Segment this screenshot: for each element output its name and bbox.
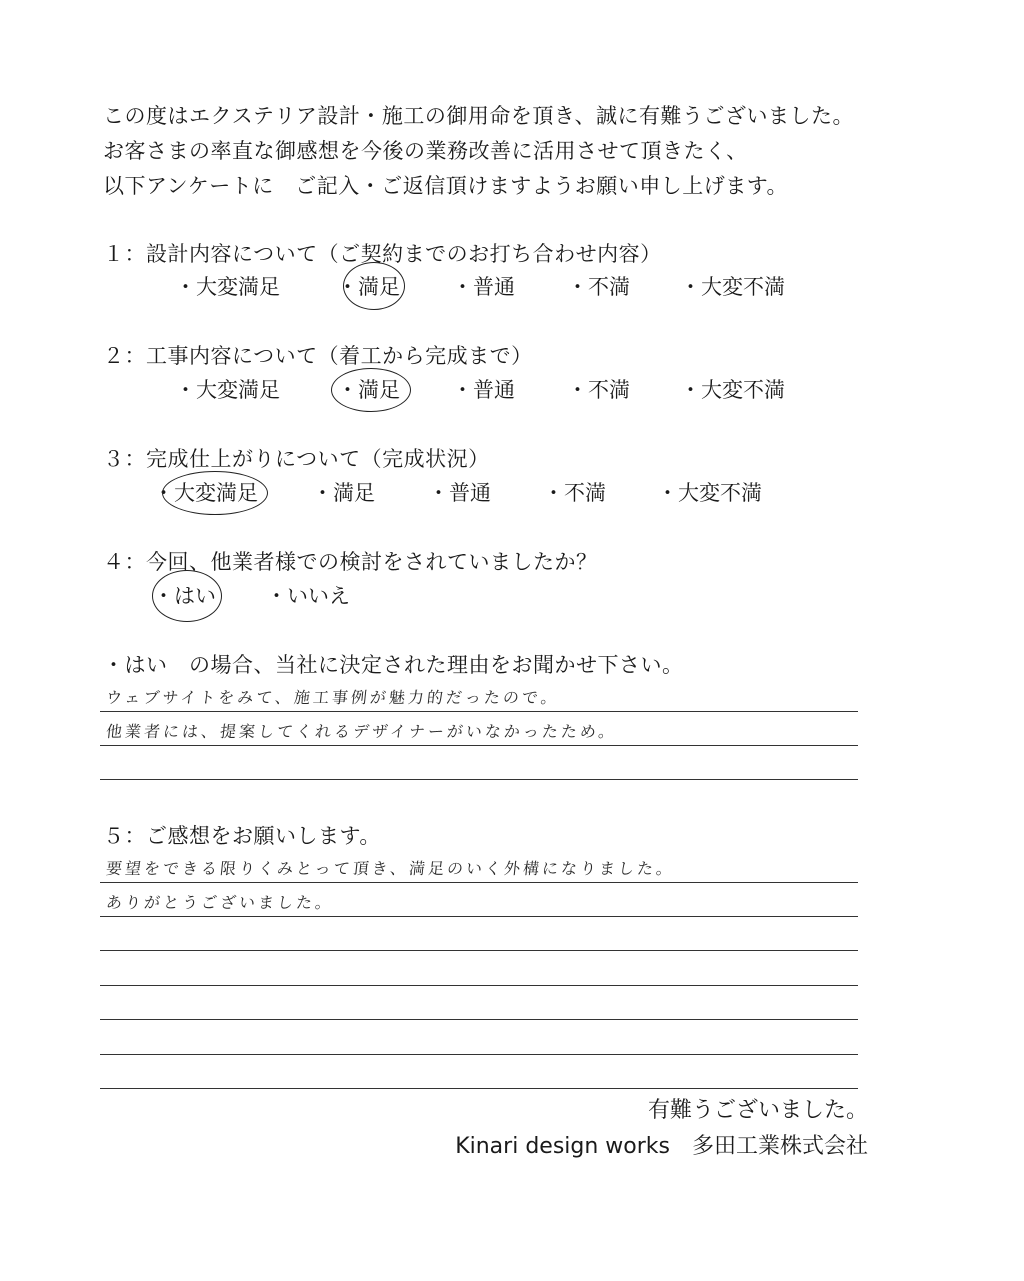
q5-answer-rule-5: [100, 1019, 858, 1020]
q1-title: １：設計内容について（ご契約までのお打ち合わせ内容）: [103, 242, 662, 266]
q2-option-normal: ・普通: [452, 378, 515, 402]
q2-option-satisfied: ・満足: [337, 378, 400, 402]
q5-answer-rule-6: [100, 1054, 858, 1055]
q1-option-dissatisfied: ・不満: [567, 275, 630, 299]
q4-answer-rule-1: [100, 711, 858, 712]
q4-answer-rule-2: [100, 745, 858, 746]
q5-title: ５：ご感想をお願いします。: [103, 824, 381, 848]
q3-option-normal: ・普通: [428, 481, 491, 505]
q2-option-very-dissatisfied: ・大変不満: [680, 378, 785, 402]
q3-option-dissatisfied: ・不満: [543, 481, 606, 505]
q2-option-very-satisfied: ・大変満足: [175, 378, 280, 402]
q5-answer-rule-7: [100, 1088, 858, 1089]
q5-answer-rule-1: [100, 882, 858, 883]
footer-thanks: 有難うございました。: [647, 1098, 868, 1123]
q4-answer-line-1: ウェブサイトをみて、施工事例が魅力的だったので。: [105, 688, 561, 707]
intro-line-3: 以下アンケートに ご記入・ご返信頂けますようお願い申し上げます。: [103, 174, 789, 198]
q5-answer-rule-4: [100, 985, 858, 986]
q5-answer-line-1: 要望をできる限りくみとって頂き、満足のいく外構になりました。: [105, 859, 677, 878]
q1-option-satisfied: ・満足: [337, 275, 400, 299]
q3-option-satisfied: ・満足: [312, 481, 375, 505]
q5-answer-rule-3: [100, 950, 858, 951]
q4-answer-rule-3: [100, 779, 858, 780]
q1-option-very-satisfied: ・大変満足: [175, 275, 280, 299]
q4-reason-prompt: ・はい の場合、当社に決定された理由をお聞かせ下さい。: [103, 653, 684, 677]
q3-title: ３：完成仕上がりについて（完成状況）: [103, 447, 490, 471]
q2-option-dissatisfied: ・不満: [567, 378, 630, 402]
q3-option-very-dissatisfied: ・大変不満: [657, 481, 762, 505]
q1-option-very-dissatisfied: ・大変不満: [680, 275, 785, 299]
intro-line-2: お客さまの率直な御感想を今後の業務改善に活用させて頂きたく、: [103, 139, 748, 163]
footer-company: Kinari design works 多田工業株式会社: [455, 1134, 868, 1159]
q5-answer-rule-2: [100, 916, 858, 917]
q4-option-yes: ・はい: [153, 584, 216, 608]
q5-answer-line-2: ありがとうございました。: [105, 893, 336, 912]
intro-line-1: この度はエクステリア設計・施工の御用命を頂き、誠に有難うございました。: [103, 104, 855, 128]
q2-title: ２：工事内容について（着工から完成まで）: [103, 344, 533, 368]
q4-title: ４：今回、他業者様での検討をされていましたか？: [103, 550, 598, 574]
q4-option-no: ・いいえ: [266, 584, 350, 608]
q4-answer-line-2: 他業者には、提案してくれるデザイナーがいなかったため。: [105, 722, 619, 741]
q3-option-very-satisfied: ・大変満足: [153, 481, 258, 505]
q1-option-normal: ・普通: [452, 275, 515, 299]
